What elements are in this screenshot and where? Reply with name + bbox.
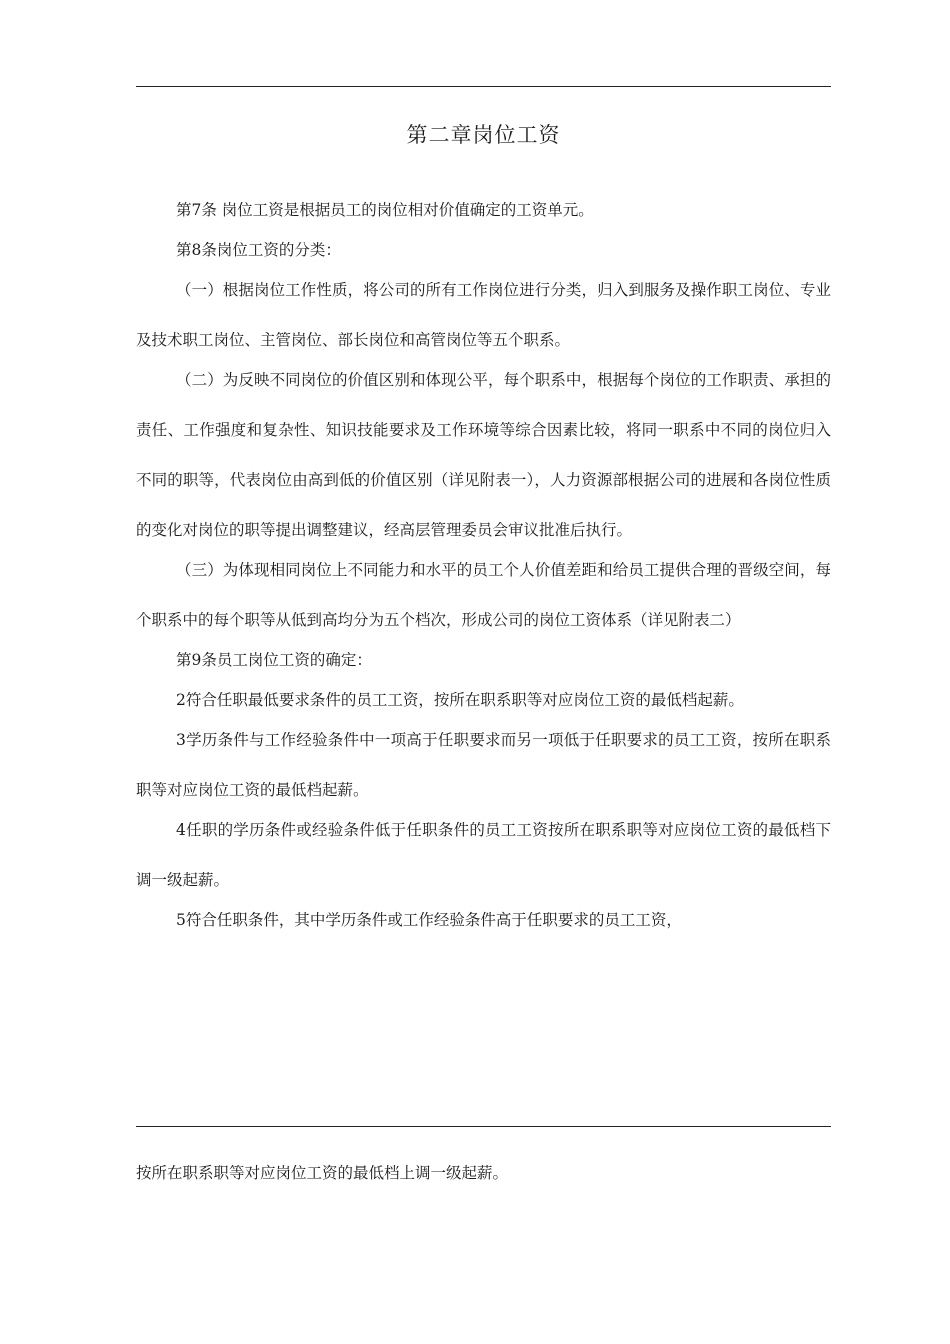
paragraph: 5符合任职条件，其中学历条件或工作经验条件高于任职要求的员工工资， (176, 911, 682, 929)
paragraph: 第7条 岗位工资是根据员工的岗位相对价值确定的工资单元。 (176, 201, 594, 219)
paragraph: （一）根据岗位工作性质，将公司的所有工作岗位进行分类，归入到服务及操作职工岗位、专业及技术职工岗位、主管岗位、部长岗位和高管岗位等五个职系。 (136, 281, 831, 349)
chapter-title: 第二章岗位工资 (406, 123, 561, 147)
paragraph: 3学历条件与工作经验条件中一项高于任职要求而另一项低于任职要求的员工工资，按所在职系职等对应岗位工资的最低档起薪。 (136, 731, 831, 799)
paragraph: 第8条岗位工资的分类： (176, 241, 341, 259)
paragraph: 4任职的学历条件或经验条件低于任职条件的员工工资按所在职系职等对应岗位工资的最低档下调一级起薪。 (136, 821, 831, 889)
footer-rule (136, 1126, 831, 1127)
document-body (136, 185, 831, 935)
paragraph: （三）为体现相同岗位上不同能力和水平的员工个人价值差距和给员工提供合理的晋级空间，每个职系中的每个职等从低到高均分为五个档次，形成公司的岗位工资体系（详见附表二） (136, 561, 831, 629)
continuation-text: 按所在职系职等对应岗位工资的最低档上调一级起薪。 (136, 1164, 509, 1182)
paragraph: 2符合任职最低要求条件的员工工资，按所在职系职等对应岗位工资的最低档起薪。 (176, 691, 744, 709)
paragraph: （二）为反映不同岗位的价值区别和体现公平，每个职系中，根据每个岗位的工作职责、承担的责任、工作强度和复杂性、知识技能要求及工作环境等综合因素比较，将同一职系中不同的岗位归入不同的职等，代表岗位由高到低的价值区别（详见附表一），人力资源部根据公司的进展和各岗位性质的变化对岗位的职等提出调整建议，经高层管理委员会审议批准后执行。 (136, 371, 831, 539)
paragraph: 第9条员工岗位工资的确定： (176, 651, 372, 669)
header-rule (136, 86, 831, 87)
